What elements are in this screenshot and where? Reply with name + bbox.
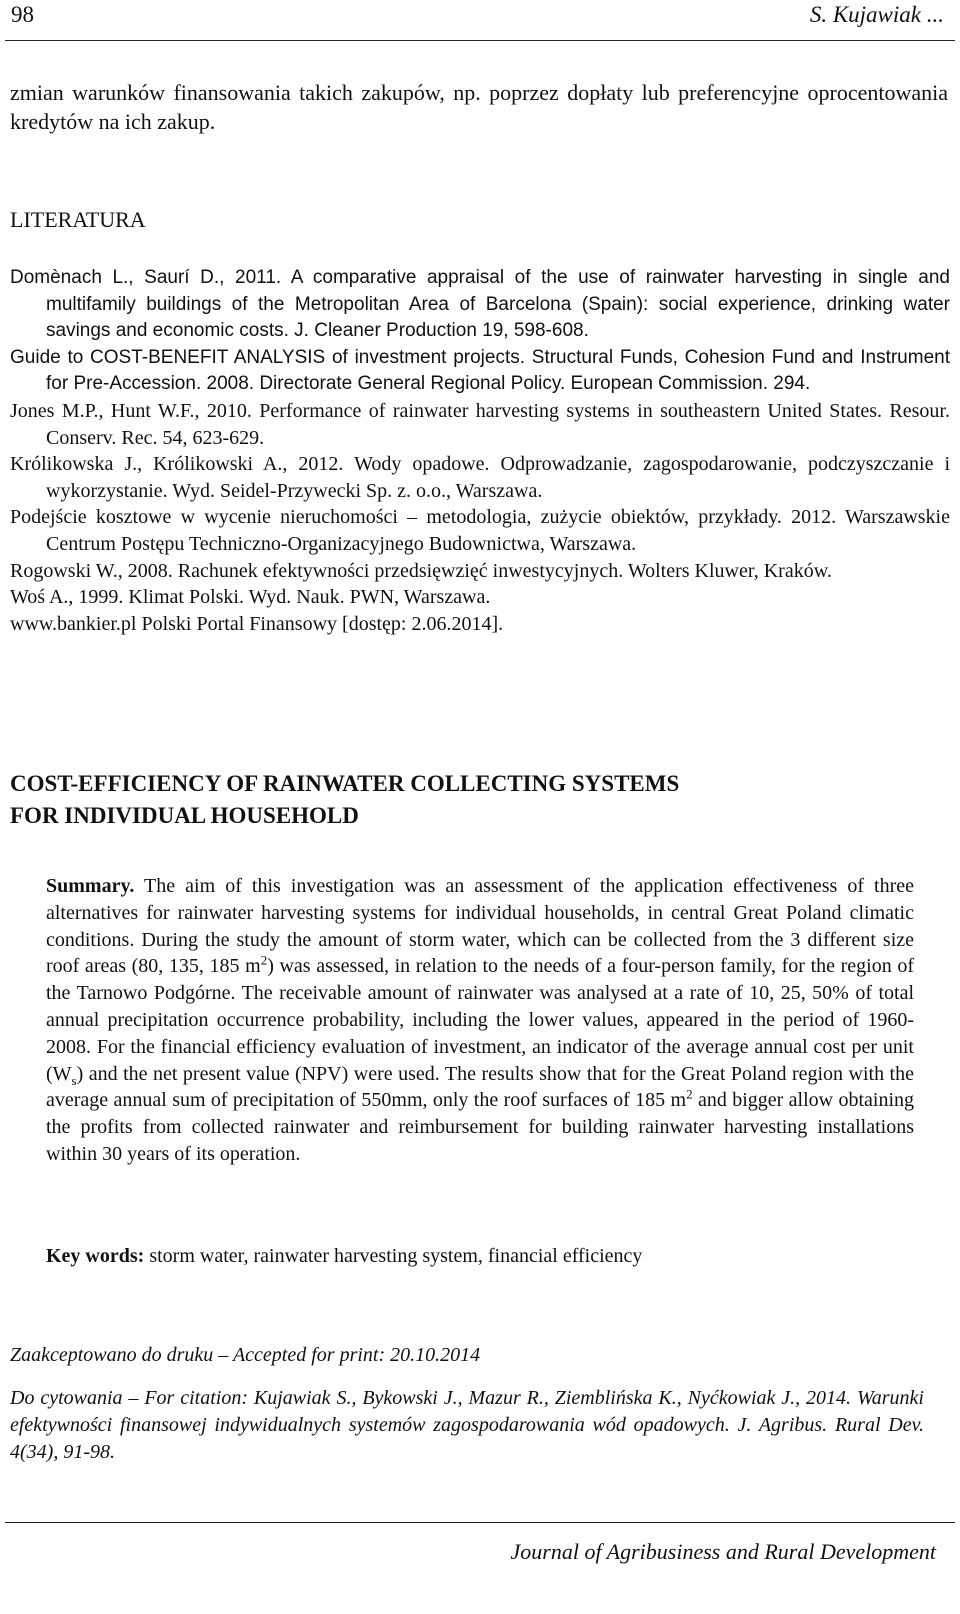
footer-divider (5, 1522, 955, 1523)
summary-paragraph (46, 873, 914, 1168)
page-number: 98 (11, 2, 34, 27)
journal-name: Journal of Agribusiness and Rural Development (510, 1539, 936, 1564)
reference-text: Królikowska J., Królikowski A., 2012. Wody opadowe. Odprowadzanie, zagospodarowanie, podczyszczanie i wykorzystanie. Wyd. Seidel-Przywecki Sp. z. o.o., Warszawa. (10, 453, 950, 502)
summary-label: Summary. (46, 875, 135, 897)
reference-text: Woś A., 1999. Klimat Polski. Wyd. Nauk. PWN, Warszawa. (10, 586, 491, 609)
intro-paragraph: zmian warunków finansowania takich zakupów, np. poprzez dopłaty lub preferencyjne oprocentowania kredytów na ich zakup. (10, 80, 948, 134)
header-divider (5, 40, 955, 41)
reference-text: Domènach L., Saurí D., 2011. A comparative appraisal of the use of rainwater harvesting in single and multifamily buildings of the Metropolitan Area of Barcelona (Spain): social experience, drinking water savings and economic costs. J. Cleaner Production 19, 598-608. (10, 267, 950, 342)
english-title-line-1: COST-EFFICIENCY OF RAINWATER COLLECTING SYSTEMS (10, 771, 680, 796)
running-head: S. Kujawiak ... (809, 2, 944, 27)
reference-item (10, 345, 950, 398)
reference-item (10, 451, 950, 504)
english-title-line-2: FOR INDIVIDUAL HOUSEHOLD (10, 803, 359, 828)
literature-heading: LITERATURA (10, 207, 146, 232)
accepted-note: Zaakceptowano do druku – Accepted for print: 20.10.2014 (10, 1344, 481, 1366)
keywords-text: storm water, rainwater harvesting system, financial efficiency (144, 1245, 643, 1267)
reference-text: Guide to COST-BENEFIT ANALYSIS of investment projects. Structural Funds, Cohesion Fund and Instrument for Pre-Accession. 2008. Directorate General Regional Policy. European Commission. 294. (10, 346, 950, 395)
reference-item (10, 398, 950, 451)
summary-text: and bigger allow obtaining the profits from collected rainwater and reimbursement for building rainwater harvesting installations within 30 years of its operation. (46, 1089, 914, 1165)
summary-text: The aim of this investigation was an assessment of the application effectiveness of three alternatives for rainwater harvesting systems for individual households, in central Great Poland climatic conditions. During the study the amount of storm water, which can be collected from the 3 different size roof areas (80, 135, 185 m (46, 875, 914, 978)
reference-item (10, 265, 950, 345)
reference-text: www.bankier.pl Polski Portal Finansowy [dostęp: 2.06.2014]. (10, 612, 504, 635)
reference-list (10, 265, 950, 637)
reference-item (10, 584, 950, 611)
citation-note: Do cytowania – For citation: Kujawiak S., Bykowski J., Mazur R., Ziemblińska K., Nyćkowiak J., 2014. Warunki efektywności finansowej indywidualnych systemów zagospodarowania wód opadowych. J. Agribus. Rural Dev. 4(34), 91-98. (10, 1387, 924, 1463)
summary-text: ) and the net present value (NPV) were used. The results show that for the Great Poland region with the average annual sum of precipitation of 550mm, only the roof surfaces of 185 m (46, 1062, 914, 1112)
reference-text: Jones M.P., Hunt W.F., 2010. Performance of rainwater harvesting systems in southeastern United States. Resour. Conserv. Rec. 54, 623-629. (10, 399, 950, 449)
reference-text: Rogowski W., 2008. Rachunek efektywności przedsięwzięć inwestycyjnych. Wolters Kluwer, Kraków. (10, 559, 832, 582)
reference-item (10, 611, 950, 638)
summary-subscript: s (71, 1072, 77, 1088)
summary-text: ) was assessed, in relation to the needs of a four-person family, for the region of the Tarnowo Podgórne. The receivable amount of rainwater was analysed at a rate of 10, 25, 50% of total annual precipitation occurrence probability, including the lower values, appeared in the period of 1960-2008. For the financial efficiency evaluation of investment, an indicator of the average annual cost per unit (W (46, 955, 914, 1085)
keywords-label: Key words: (46, 1245, 145, 1267)
reference-item (10, 504, 950, 557)
reference-text: Podejście kosztowe w wycenie nieruchomości – metodologia, zużycie obiektów, przykłady. 2012. Warszawskie Centrum Postępu Techniczno-Organizacyjnego Budownictwa, Warszawa. (10, 506, 950, 555)
reference-item (10, 558, 950, 585)
english-title (10, 768, 950, 832)
summary-superscript: 2 (260, 952, 268, 968)
summary-superscript: 2 (686, 1086, 693, 1102)
keywords-paragraph (46, 1243, 926, 1270)
